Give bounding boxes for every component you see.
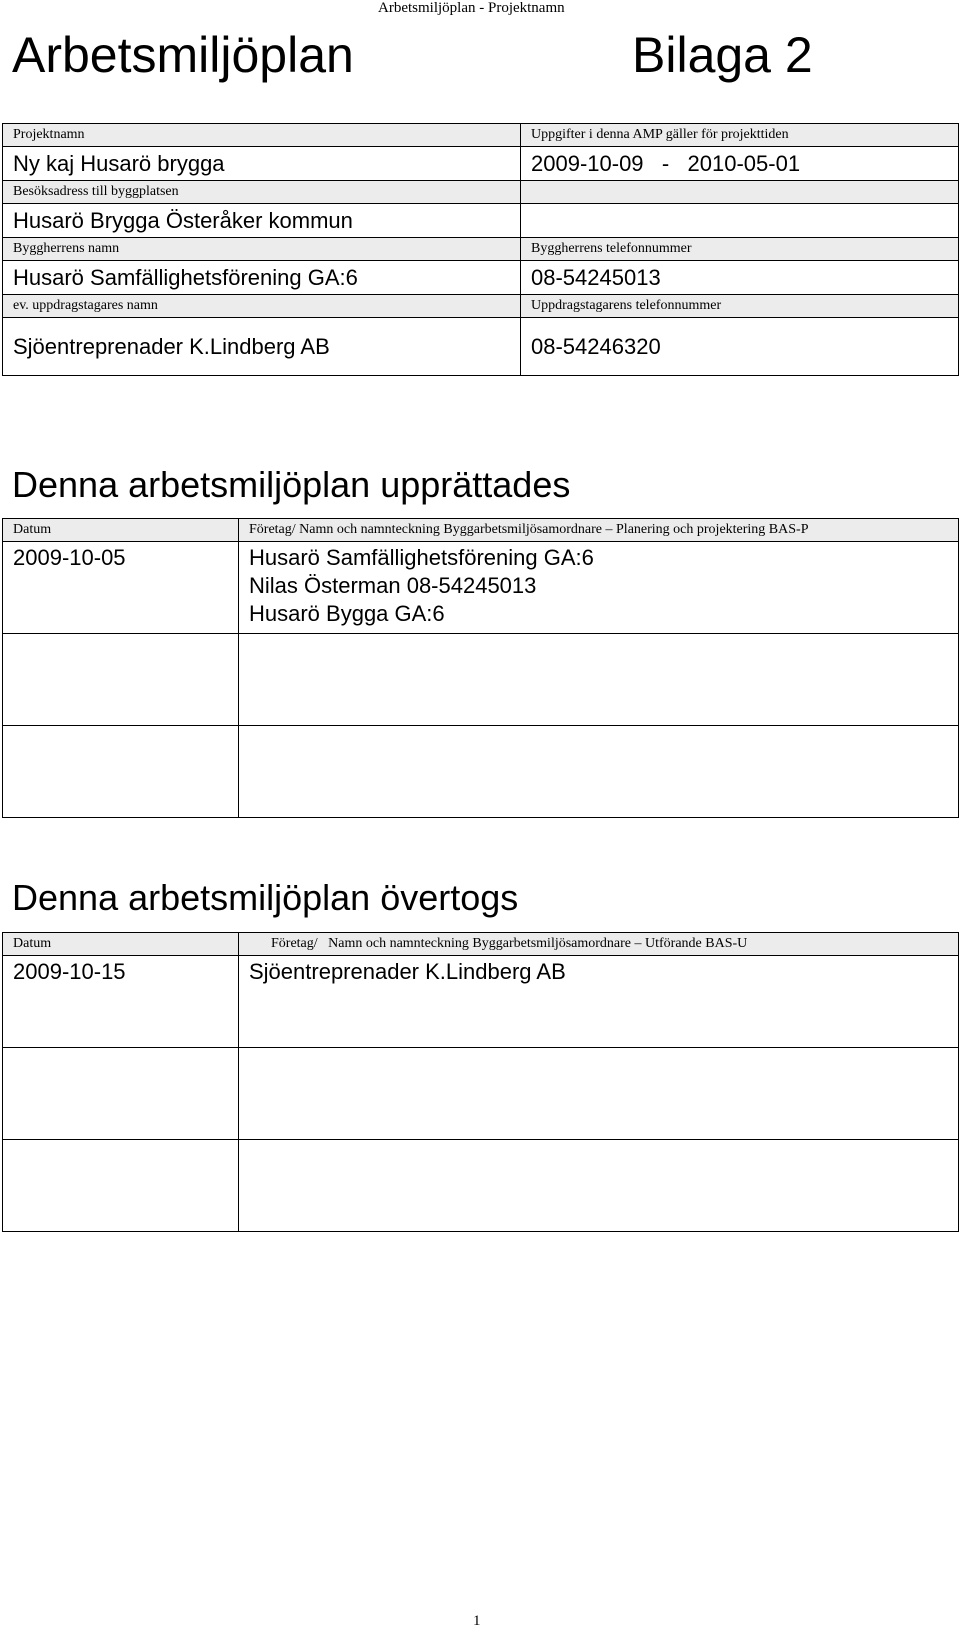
prepared-date [3, 726, 239, 818]
taken-over-section-title: Denna arbetsmiljöplan övertogs [12, 877, 519, 918]
taken-over-signature [239, 1140, 959, 1232]
signature-line: Sjöentreprenader K.Lindberg AB [249, 959, 566, 984]
page-number: 1 [473, 1613, 481, 1629]
client-name: Husarö Samfällighetsförening GA:6 [3, 261, 521, 295]
prepared-date-label: Datum [3, 519, 239, 542]
site-address: Husarö Brygga Österåker kommun [3, 204, 521, 238]
document-title: Arbetsmiljöplan [12, 27, 354, 83]
empty-cell [521, 204, 959, 238]
validity-label: Uppgifter i denna AMP gäller för projekttiden [521, 124, 959, 147]
prepared-signature [239, 542, 959, 634]
signature-line: Nilas Österman 08-54245013 [249, 573, 537, 598]
contractor-name-label: ev. uppdragstagares namn [3, 295, 521, 318]
project-info-table [2, 123, 959, 376]
prepared-signature [239, 634, 959, 726]
taken-over-signature-label: Företag/ Namn och namnteckning Byggarbetsmiljösamordnare – Utförande BAS-U [239, 933, 959, 956]
signature-line: Husarö Samfällighetsförening GA:6 [249, 545, 594, 570]
address-label: Besöksadress till byggplatsen [3, 181, 521, 204]
taken-over-date [3, 1048, 239, 1140]
running-header: Arbetsmiljöplan - Projektnamn [378, 0, 565, 16]
contractor-phone-label: Uppdragstagarens telefonnummer [521, 295, 959, 318]
client-name-label: Byggherrens namn [3, 238, 521, 261]
client-phone-label: Byggherrens telefonnummer [521, 238, 959, 261]
taken-over-signature-table [2, 932, 959, 1232]
appendix-label: Bilaga 2 [632, 27, 813, 83]
project-name-label: Projektnamn [3, 124, 521, 147]
prepared-signature-table [2, 518, 959, 818]
contractor-phone: 08-54246320 [521, 318, 959, 376]
prepared-date [3, 634, 239, 726]
prepared-signature-label: Företag/ Namn och namnteckning Byggarbetsmiljösamordnare – Planering och projektering BAS-P [239, 519, 959, 542]
project-name: Ny kaj Husarö brygga [3, 147, 521, 181]
signature-line: Husarö Bygga GA:6 [249, 601, 445, 626]
empty-cell [521, 181, 959, 204]
taken-over-date: 2009-10-15 [3, 956, 239, 1048]
contractor-name: Sjöentreprenader K.Lindberg AB [3, 318, 521, 376]
prepared-date: 2009-10-05 [3, 542, 239, 634]
client-phone: 08-54245013 [521, 261, 959, 295]
project-period: 2009-10-09 - 2010-05-01 [521, 147, 959, 181]
taken-over-signature [239, 956, 959, 1048]
taken-over-date-label: Datum [3, 933, 239, 956]
prepared-signature [239, 726, 959, 818]
taken-over-date [3, 1140, 239, 1232]
prepared-section-title: Denna arbetsmiljöplan upprättades [12, 464, 571, 505]
taken-over-signature [239, 1048, 959, 1140]
